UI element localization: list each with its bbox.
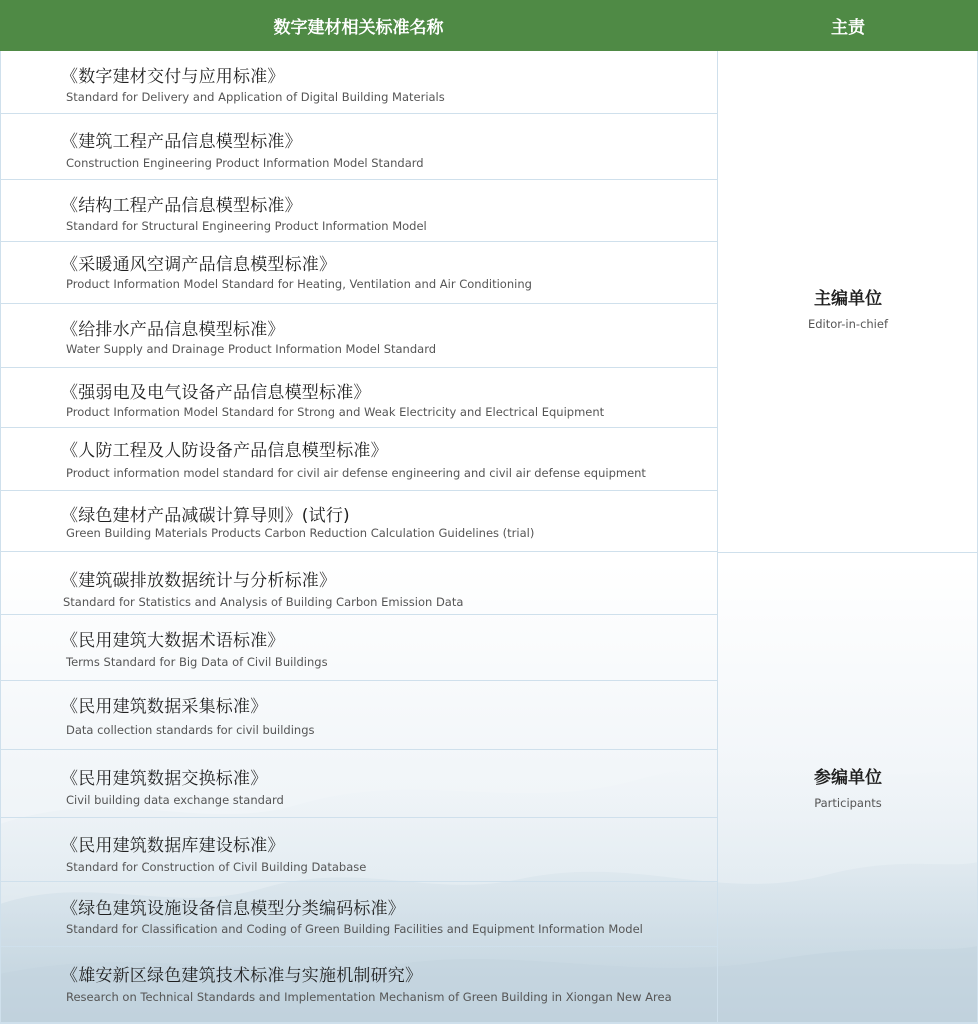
standard-name-zh: 《民用建筑数据库建设标准》 xyxy=(61,836,285,856)
standard-name-zh: 《人防工程及人防设备产品信息模型标准》 xyxy=(61,441,388,461)
role-group-divider xyxy=(718,552,978,553)
table-row xyxy=(1,750,717,818)
standard-name-en: Data collection standards for civil buildings xyxy=(66,723,315,737)
standard-name-zh: 《给排水产品信息模型标准》 xyxy=(61,320,285,340)
table-row xyxy=(1,947,717,1022)
standard-name-en: Standard for Statistics and Analysis of Building Carbon Emission Data xyxy=(63,595,464,609)
column-divider xyxy=(717,51,718,1024)
table-row xyxy=(1,304,717,368)
table-row xyxy=(1,180,717,242)
role-name-en: Participants xyxy=(814,796,882,810)
role-name-zh: 主编单位 xyxy=(814,289,882,309)
standard-name-en: Standard for Delivery and Application of Digital Building Materials xyxy=(66,90,445,104)
table-row xyxy=(1,242,717,304)
table-row xyxy=(1,882,717,947)
standards-table xyxy=(0,51,978,1024)
standard-name-zh: 《结构工程产品信息模型标准》 xyxy=(61,196,302,216)
standard-name-zh: 《绿色建筑设施设备信息模型分类编码标准》 xyxy=(61,899,405,919)
standard-name-zh: 《绿色建材产品减碳计算导则》(试行) xyxy=(61,506,350,526)
table-row xyxy=(1,428,717,491)
table-header xyxy=(0,0,978,51)
standard-name-zh: 《建筑工程产品信息模型标准》 xyxy=(61,132,302,152)
header-standard-name: 数字建材相关标准名称 xyxy=(273,18,444,38)
standard-name-zh: 《建筑碳排放数据统计与分析标准》 xyxy=(61,571,337,591)
standard-name-zh: 《民用建筑数据交换标准》 xyxy=(61,769,268,789)
table-row xyxy=(1,368,717,428)
standard-name-zh: 《数字建材交付与应用标准》 xyxy=(61,67,285,87)
standard-name-zh: 《采暖通风空调产品信息模型标准》 xyxy=(61,255,337,275)
standard-name-en: Green Building Materials Products Carbon Reduction Calculation Guidelines (trial) xyxy=(66,526,535,540)
standard-name-en: Construction Engineering Product Information Model Standard xyxy=(66,156,424,170)
standard-name-en: Product Information Model Standard for Strong and Weak Electricity and Electrical Equipment xyxy=(66,405,605,419)
standard-name-en: Product information model standard for civil air defense engineering and civil air defense equipment xyxy=(66,466,646,480)
standard-name-zh: 《民用建筑数据采集标准》 xyxy=(61,697,268,717)
standard-name-en: Standard for Construction of Civil Building Database xyxy=(66,860,367,874)
role-participants xyxy=(718,763,978,810)
table-row xyxy=(1,615,717,681)
standard-name-zh: 《强弱电及电气设备产品信息模型标准》 xyxy=(61,383,371,403)
standard-name-en: Standard for Classification and Coding of Green Building Facilities and Equipment Information Model xyxy=(66,922,643,936)
table-row xyxy=(1,552,717,615)
standard-name-en: Research on Technical Standards and Implementation Mechanism of Green Building in Xiongan New Area xyxy=(66,990,672,1004)
role-name-en: Editor-in-chief xyxy=(807,317,888,331)
header-responsibility: 主责 xyxy=(831,18,865,38)
table-row xyxy=(1,681,717,750)
standard-name-en: Civil building data exchange standard xyxy=(66,793,284,807)
role-editor-in-chief xyxy=(718,284,978,331)
table-row xyxy=(1,818,717,882)
standard-name-en: Product Information Model Standard for Heating, Ventilation and Air Conditioning xyxy=(66,277,532,291)
standard-name-zh: 《雄安新区绿色建筑技术标准与实施机制研究》 xyxy=(61,966,423,986)
table-row xyxy=(1,114,717,180)
standard-name-en: Standard for Structural Engineering Product Information Model xyxy=(66,219,427,233)
role-name-zh: 参编单位 xyxy=(814,768,882,788)
table-row xyxy=(1,491,717,552)
standard-name-en: Water Supply and Drainage Product Information Model Standard xyxy=(66,342,437,356)
standard-name-zh: 《民用建筑大数据术语标准》 xyxy=(61,631,285,651)
table-row xyxy=(1,51,717,114)
standard-name-en: Terms Standard for Big Data of Civil Buildings xyxy=(66,655,328,669)
